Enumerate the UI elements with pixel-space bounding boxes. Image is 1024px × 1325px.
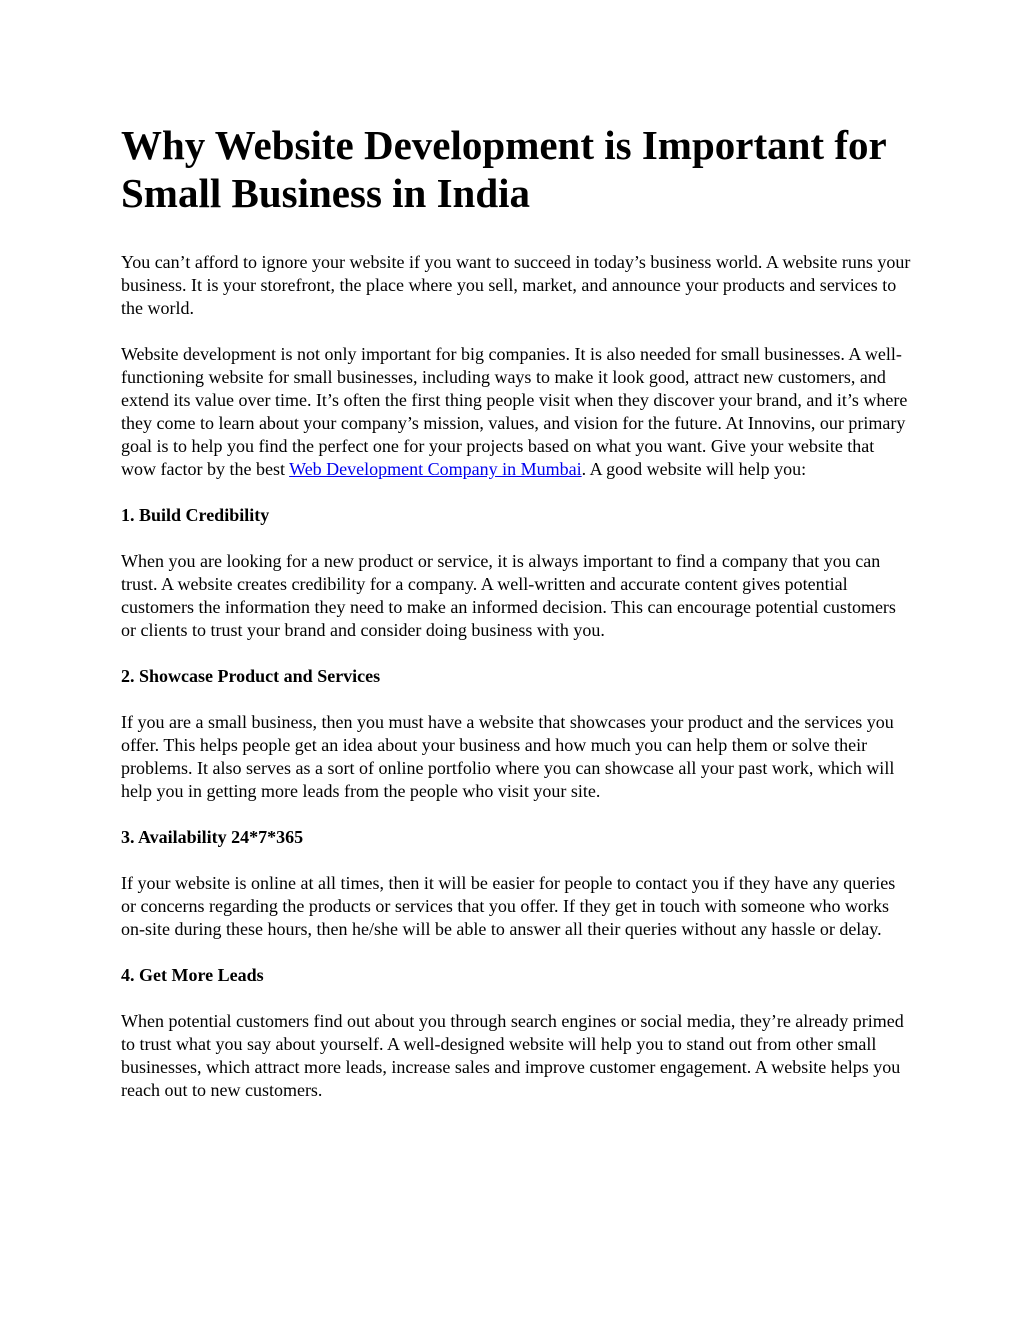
section-body-leads: When potential customers find out about you through search engines or social media, they’re already primed to trust what you say about yourself. A well-designed website will help you to stand out from other small businesses, which attract more leads, increase sales and improve customer engagement. A website helps you reach out to new customers. [121,1011,904,1100]
section-heading-credibility: 1. Build Credibility [121,505,270,525]
intro-paragraph: You can’t afford to ignore your website if you want to succeed in today’s business world. A website runs your business. It is your storefront, the place where you sell, market, and announce your products and services to the world. [121,252,911,318]
spacer [121,941,911,964]
paragraph-text: Website development is not only important for big companies. It is also needed for small businesses. A well-functioning website for small businesses, including ways to make it look good, attract new customers, and extend its value over time. It’s often the first thing people visit when they discover your brand, and it’s where they come to learn about your company’s mission, values, and vision for the future. At Innovins, our primary goal is to help you find the perfect one for your projects based on what you want. Give your website that wow factor by the best [121,344,908,479]
spacer [121,642,911,665]
spacer [121,987,911,1010]
spacer [121,527,911,550]
web-development-company-link[interactable]: Web Development Company in Mumbai [289,459,582,479]
section-heading-availability: 3. Availability 24*7*365 [121,827,304,847]
document-page [121,121,911,1102]
spacer [121,320,911,343]
section-heading-showcase: 2. Showcase Product and Services [121,666,381,686]
section-body-availability: If your website is online at all times, then it will be easier for people to contact you if they have any queries or concerns regarding the products or services that you offer. If they get in touch with someone who works on-site during these hours, then he/she will be able to answer all their queries without any hassle or delay. [121,873,896,939]
spacer [121,849,911,872]
paragraph-text: . A good website will help you: [581,459,807,479]
spacer [121,688,911,711]
page-title: Why Website Development is Important for Small Business in India [121,122,886,216]
development-paragraph [121,343,911,481]
spacer [121,481,911,504]
section-heading-leads: 4. Get More Leads [121,965,264,985]
section-body-showcase: If you are a small business, then you must have a website that showcases your product and the services you offer. This helps people get an idea about your business and how much you can help them or solve their problems. It also serves as a sort of online portfolio where you can showcase all your past work, which will help you in getting more leads from the people who visit your site. [121,712,895,801]
section-body-credibility: When you are looking for a new product or service, it is always important to find a company that you can trust. A website creates credibility for a company. A well-written and accurate content gives potential customers the information they need to make an informed decision. This can encourage potential customers or clients to trust your brand and consider doing business with you. [121,551,896,640]
spacer [121,217,911,251]
spacer [121,803,911,826]
